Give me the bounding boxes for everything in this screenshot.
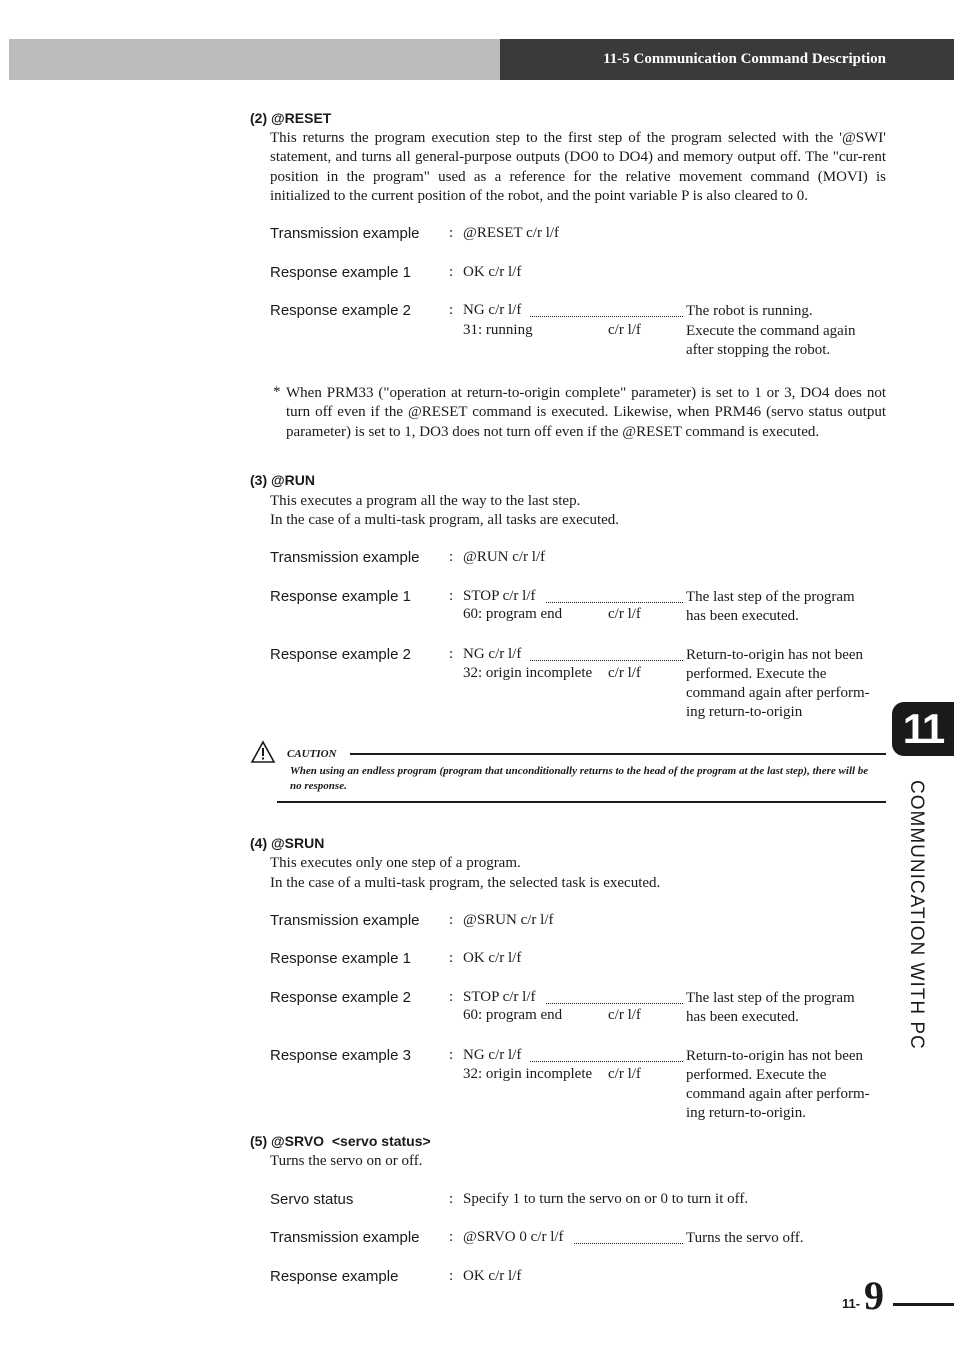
srun-desc2: In the case of a multi-task program, the selected task is executed.: [270, 875, 661, 891]
srun-r1-label: Response example 1: [270, 950, 411, 967]
colon: :: [449, 950, 454, 966]
reset-tx-value: @RESET c/r l/f: [463, 225, 560, 241]
srun-desc1: This executes only one step of a program.: [270, 855, 521, 871]
run-desc1: This executes a program all the way to the last step.: [270, 493, 581, 509]
srvo-tx-value: @SRVO 0 c/r l/f: [463, 1229, 564, 1245]
caution-text: When using an endless program (program that unconditionally returns to the head of the program at the last step), there will be no response.: [290, 765, 869, 792]
colon: :: [449, 646, 454, 662]
run-heading: (3) @RUN: [250, 472, 315, 488]
page-number: 9: [864, 1273, 884, 1318]
srun-tx-label: Transmission example: [270, 912, 420, 929]
srun-r2-code: 60: program end: [463, 1007, 563, 1023]
chapter-number: 11: [902, 705, 944, 752]
srun-r2-code-term: c/r l/f: [608, 1007, 641, 1023]
leader-dots: [530, 316, 683, 317]
srun-r3-desc2: performed. Execute the: [686, 1067, 827, 1083]
srun-r1-value: OK c/r l/f: [463, 950, 522, 966]
run-desc2: In the case of a multi-task program, all tasks are executed.: [270, 512, 620, 528]
reset-r1-label: Response example 1: [270, 264, 411, 281]
section-title: 11-5 Communication Command Description: [603, 51, 886, 67]
run-r1-desc2: has been executed.: [686, 608, 799, 624]
run-tx-label: Transmission example: [270, 549, 420, 566]
srvo-r-value: OK c/r l/f: [463, 1268, 522, 1284]
colon: :: [449, 264, 454, 280]
run-r2-desc4: ing return-to-origin: [686, 704, 803, 720]
reset-r2-code: 31: running: [463, 322, 533, 338]
srvo-r-label: Response example: [270, 1268, 399, 1285]
leader-dots: [574, 1243, 683, 1244]
leader-dots: [530, 660, 683, 661]
note-asterisk: *: [273, 384, 281, 400]
colon: :: [449, 549, 454, 565]
colon: :: [449, 302, 454, 318]
reset-r2-desc2: Execute the command again: [686, 323, 856, 339]
run-r2-desc1: Return-to-origin has not been: [686, 647, 864, 663]
run-r2-code-term: c/r l/f: [608, 665, 641, 681]
run-r1-value: STOP c/r l/f: [463, 588, 536, 604]
srun-r3-desc3: command again after perform-: [686, 1086, 870, 1102]
reset-r2-label: Response example 2: [270, 302, 411, 319]
colon: :: [449, 912, 454, 928]
srun-heading: (4) @SRUN: [250, 835, 325, 851]
srun-r3-desc4: ing return-to-origin.: [686, 1105, 806, 1121]
colon: :: [449, 1047, 454, 1063]
srun-r3-code-term: c/r l/f: [608, 1066, 641, 1082]
colon: :: [449, 588, 454, 604]
srun-r2-value: STOP c/r l/f: [463, 989, 536, 1005]
run-r2-desc2: performed. Execute the: [686, 666, 827, 682]
run-tx-value: @RUN c/r l/f: [463, 549, 546, 565]
run-r2-desc3: command again after perform-: [686, 685, 870, 701]
reset-r1-value: OK c/r l/f: [463, 264, 522, 280]
reset-r2-desc3: after stopping the robot.: [686, 342, 831, 358]
srvo-heading: (5) @SRVO <servo status>: [250, 1133, 431, 1149]
leader-dots: [546, 1003, 683, 1004]
run-r2-code: 32: origin incomplete: [463, 665, 593, 681]
run-r1-label: Response example 1: [270, 588, 411, 605]
srun-r3-desc1: Return-to-origin has not been: [686, 1048, 864, 1064]
srun-r2-label: Response example 2: [270, 989, 411, 1006]
run-r1-code: 60: program end: [463, 606, 563, 622]
caution-bottom-rule: [277, 801, 886, 803]
chapter-title: COMMUNICATION WITH PC: [906, 780, 927, 1050]
srvo-desc: Turns the servo on or off.: [270, 1153, 423, 1169]
reset-tx-label: Transmission example: [270, 225, 420, 242]
colon: :: [449, 1229, 454, 1245]
caution-top-rule: [350, 753, 886, 755]
reset-r2-desc1: The robot is running.: [686, 303, 813, 319]
srvo-status-label: Servo status: [270, 1191, 354, 1208]
warning-icon: [250, 740, 276, 764]
leader-dots: [530, 1061, 683, 1062]
page-prefix: 11-: [842, 1296, 861, 1311]
srun-r2-desc1: The last step of the program: [686, 990, 855, 1006]
leader-dots: [546, 602, 683, 603]
srvo-tx-desc: Turns the servo off.: [686, 1230, 804, 1246]
colon: :: [449, 989, 454, 1005]
colon: :: [449, 1191, 454, 1207]
reset-r2-code-term: c/r l/f: [608, 322, 641, 338]
reset-r2-value: NG c/r l/f: [463, 302, 522, 318]
colon: :: [449, 225, 454, 241]
reset-note: When PRM33 ("operation at return-to-origin complete" parameter) is set to 1 or 3, DO4 does not turn off even if the @RESET command is executed. Likewise, when PRM46 (servo status output parameter) is set to 1, DO3 does not turn off even if the @RESET command is executed.: [286, 385, 886, 440]
srun-tx-value: @SRUN c/r l/f: [463, 912, 554, 928]
run-r1-code-term: c/r l/f: [608, 606, 641, 622]
srun-r3-code: 32: origin incomplete: [463, 1066, 593, 1082]
run-r2-value: NG c/r l/f: [463, 646, 522, 662]
run-r2-label: Response example 2: [270, 646, 411, 663]
srvo-tx-label: Transmission example: [270, 1229, 420, 1246]
colon: :: [449, 1268, 454, 1284]
reset-description: This returns the program execution step to the first step of the program selected with the '@SWI' statement, and turns all general-purpose outputs (DO0 to DO4) and memory output off. The "cur-rent position in the program" used as a reference for the relative movement command (MOVI) is initialized to the current position of the robot, and the point variable P is also cleared to 0.: [270, 130, 886, 204]
caution-label: CAUTION: [287, 748, 337, 760]
run-r1-desc1: The last step of the program: [686, 589, 855, 605]
srun-r2-desc2: has been executed.: [686, 1009, 799, 1025]
srun-r3-label: Response example 3: [270, 1047, 411, 1064]
reset-heading: (2) @RESET: [250, 110, 332, 126]
srun-r3-value: NG c/r l/f: [463, 1047, 522, 1063]
srvo-status-value: Specify 1 to turn the servo on or 0 to turn it off.: [463, 1191, 749, 1207]
page-rule: [893, 1303, 954, 1306]
